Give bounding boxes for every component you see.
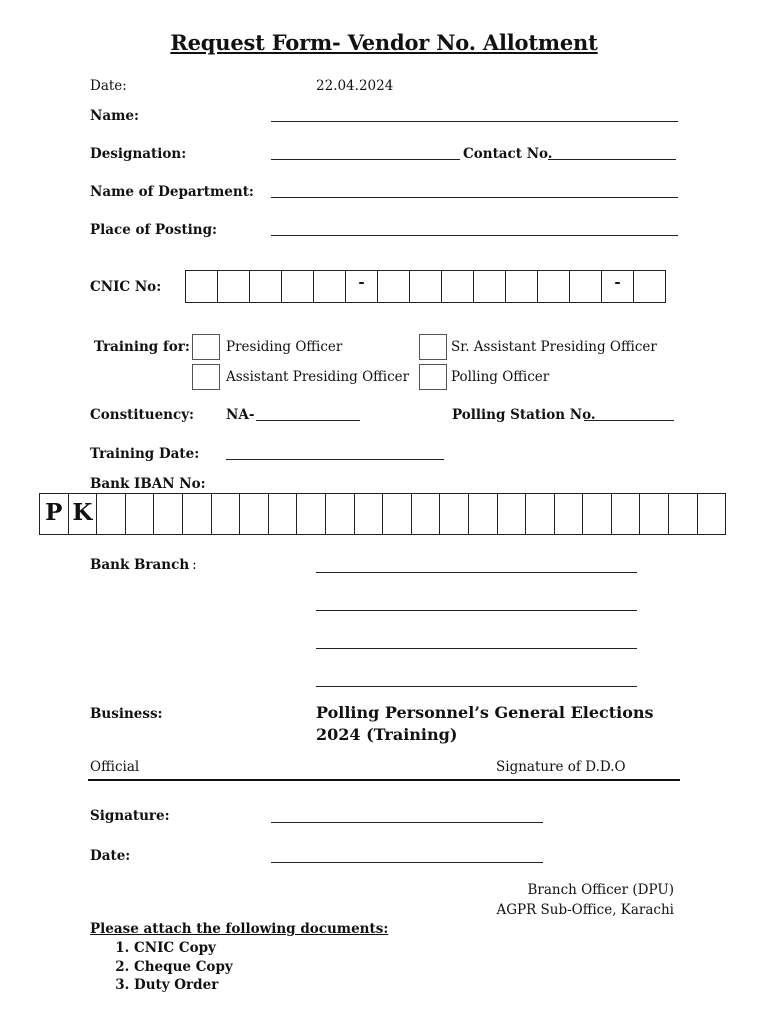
iban-cell[interactable] bbox=[582, 493, 612, 535]
contact-field[interactable] bbox=[548, 159, 676, 160]
office-line-2: AGPR Sub-Office, Karachi bbox=[496, 902, 674, 918]
cnic-cell[interactable] bbox=[249, 270, 282, 303]
iban-cell[interactable] bbox=[468, 493, 498, 535]
assistant-presiding-officer-checkbox[interactable] bbox=[192, 364, 220, 390]
iban-cell[interactable] bbox=[525, 493, 555, 535]
iban-cell[interactable] bbox=[611, 493, 641, 535]
iban-cell[interactable] bbox=[211, 493, 241, 535]
polling-officer-label: Polling Officer bbox=[451, 369, 550, 385]
cnic-separator: - bbox=[345, 270, 378, 303]
attach-item-cnic: 1. CNIC Copy bbox=[134, 939, 233, 958]
business-label: Business: bbox=[90, 706, 163, 722]
iban-cell[interactable] bbox=[153, 493, 183, 535]
constituency-prefix: NA- bbox=[226, 407, 255, 423]
name-field[interactable] bbox=[271, 121, 678, 122]
attach-list bbox=[90, 939, 233, 995]
date-label: Date: bbox=[90, 78, 127, 94]
bank-branch-line-2[interactable] bbox=[316, 610, 637, 611]
ddo-signature-label: Signature of D.D.O bbox=[496, 759, 626, 775]
iban-cell[interactable]: P bbox=[39, 493, 69, 535]
cnic-cell[interactable] bbox=[633, 270, 666, 303]
bank-branch-colon: : bbox=[192, 557, 197, 573]
cnic-cell[interactable] bbox=[377, 270, 410, 303]
cnic-label: CNIC No: bbox=[90, 279, 162, 295]
date-value: 22.04.2024 bbox=[316, 78, 394, 94]
department-field[interactable] bbox=[271, 197, 678, 198]
iban-cell[interactable] bbox=[697, 493, 727, 535]
constituency-field[interactable] bbox=[256, 420, 360, 421]
polling-station-field[interactable] bbox=[584, 420, 674, 421]
posting-field[interactable] bbox=[271, 235, 678, 236]
office-line-1: Branch Officer (DPU) bbox=[527, 882, 674, 898]
cnic-cell[interactable] bbox=[473, 270, 506, 303]
iban-cell[interactable] bbox=[325, 493, 355, 535]
attach-heading: Please attach the following documents: bbox=[90, 921, 389, 937]
signature-label: Signature: bbox=[90, 808, 170, 824]
training-date-label: Training Date: bbox=[90, 446, 200, 462]
polling-officer-checkbox[interactable] bbox=[419, 364, 447, 390]
cnic-cell[interactable] bbox=[313, 270, 346, 303]
cnic-cell[interactable] bbox=[537, 270, 570, 303]
iban-cell[interactable] bbox=[182, 493, 212, 535]
iban-label: Bank IBAN No: bbox=[90, 476, 206, 492]
department-label: Name of Department: bbox=[90, 184, 254, 200]
cnic-cell[interactable] bbox=[441, 270, 474, 303]
iban-boxes bbox=[39, 493, 726, 535]
official-label: Official bbox=[90, 759, 140, 775]
designation-label: Designation: bbox=[90, 146, 187, 162]
presiding-officer-checkbox[interactable] bbox=[192, 334, 220, 360]
cnic-cell[interactable] bbox=[569, 270, 602, 303]
cnic-cell[interactable] bbox=[409, 270, 442, 303]
bank-branch-text: Bank Branch bbox=[90, 557, 190, 573]
cnic-cell[interactable] bbox=[217, 270, 250, 303]
attach-item-cheque: 2. Cheque Copy bbox=[134, 958, 233, 977]
iban-cell[interactable] bbox=[411, 493, 441, 535]
contact-label: Contact No. bbox=[463, 146, 553, 162]
iban-cell[interactable] bbox=[554, 493, 584, 535]
posting-label: Place of Posting: bbox=[90, 222, 218, 238]
cnic-cell[interactable] bbox=[505, 270, 538, 303]
iban-cell[interactable] bbox=[125, 493, 155, 535]
sr-assistant-presiding-officer-label: Sr. Assistant Presiding Officer bbox=[451, 339, 657, 355]
iban-cell[interactable] bbox=[354, 493, 384, 535]
designation-field[interactable] bbox=[271, 159, 460, 160]
form-title: Request Form- Vendor No. Allotment bbox=[170, 30, 598, 55]
iban-cell[interactable] bbox=[96, 493, 126, 535]
assistant-presiding-officer-label: Assistant Presiding Officer bbox=[226, 369, 410, 385]
iban-cell[interactable] bbox=[439, 493, 469, 535]
iban-cell[interactable] bbox=[668, 493, 698, 535]
attach-item-duty-order: 3. Duty Order bbox=[134, 976, 233, 995]
bank-branch-line-4[interactable] bbox=[316, 686, 637, 687]
bank-branch-line-3[interactable] bbox=[316, 648, 637, 649]
name-label: Name: bbox=[90, 108, 139, 124]
training-date-field[interactable] bbox=[226, 459, 444, 460]
polling-station-label: Polling Station No. bbox=[452, 407, 596, 423]
cnic-boxes bbox=[185, 270, 666, 303]
cnic-cell[interactable] bbox=[185, 270, 218, 303]
iban-cell[interactable] bbox=[239, 493, 269, 535]
iban-cell[interactable] bbox=[296, 493, 326, 535]
presiding-officer-label: Presiding Officer bbox=[226, 339, 343, 355]
sr-assistant-presiding-officer-checkbox[interactable] bbox=[419, 334, 447, 360]
bank-branch-line-1[interactable] bbox=[316, 572, 637, 573]
iban-cell[interactable]: K bbox=[68, 493, 98, 535]
section-divider bbox=[88, 779, 680, 781]
bank-branch-label bbox=[90, 557, 197, 573]
signature-field[interactable] bbox=[271, 822, 543, 823]
constituency-label: Constituency: bbox=[90, 407, 195, 423]
cnic-cell[interactable] bbox=[281, 270, 314, 303]
cnic-separator: - bbox=[601, 270, 634, 303]
iban-cell[interactable] bbox=[639, 493, 669, 535]
iban-cell[interactable] bbox=[497, 493, 527, 535]
date2-label: Date: bbox=[90, 848, 131, 864]
business-value: Polling Personnel’s General Elections 2024 (Training) bbox=[316, 703, 654, 744]
date2-field[interactable] bbox=[271, 862, 543, 863]
iban-cell[interactable] bbox=[268, 493, 298, 535]
training-label: Training for: bbox=[94, 339, 190, 355]
iban-cell[interactable] bbox=[382, 493, 412, 535]
